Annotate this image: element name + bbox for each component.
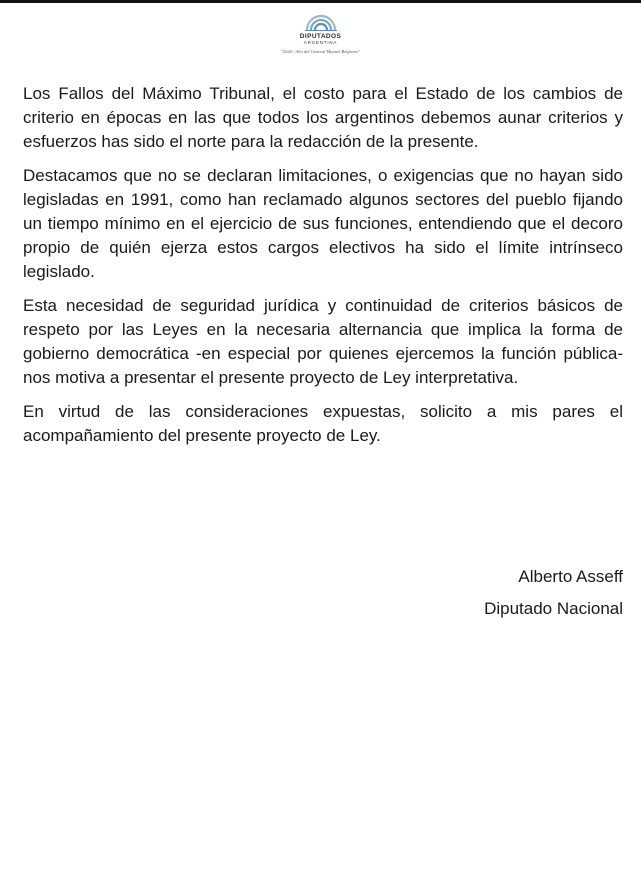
signer-name: Alberto Asseff — [518, 567, 623, 586]
institution-name: DIPUTADOS — [299, 33, 342, 40]
letterhead — [0, 8, 641, 55]
page-top-border — [0, 0, 641, 3]
chamber-logo-icon — [301, 8, 341, 32]
document-body — [23, 82, 623, 458]
paragraph-4: En virtud de las consideraciones expuestas, solicito a mis pares el acompañamiento del presente proyecto de Ley. — [23, 402, 623, 445]
paragraph-3: Esta necesidad de seguridad jurídica y continuidad de criterios básicos de respeto por las Leyes en la necesaria alternancia que implica la forma de gobierno democrática -en especial por quienes ejercemos la función pública- nos motiva a presentar el presente proyecto de Ley interpretativa. — [23, 296, 623, 387]
signer-title: Diputado Nacional — [484, 599, 623, 618]
paragraph-2: Destacamos que no se declaran limitaciones, o exigencias que no hayan sido legisladas en 1991, como han reclamado algunos sectores del pueblo fijando un tiempo mínimo en el ejercicio de sus funciones, entendiendo que el decoro propio de quién ejerza estos cargos electivos ha sido el límite intrínseco legislado. — [23, 166, 623, 281]
country-name: ARGENTINA — [303, 40, 338, 45]
signature-block — [484, 561, 623, 625]
paragraph-1: Los Fallos del Máximo Tribunal, el costo para el Estado de los cambios de criterio en épocas en las que todos los argentinos debemos aunar criterios y esfuerzos has sido el norte para la redacción de la presente. — [23, 84, 623, 151]
year-motto: "2020 - Año del General Manuel Belgrano" — [281, 49, 360, 54]
